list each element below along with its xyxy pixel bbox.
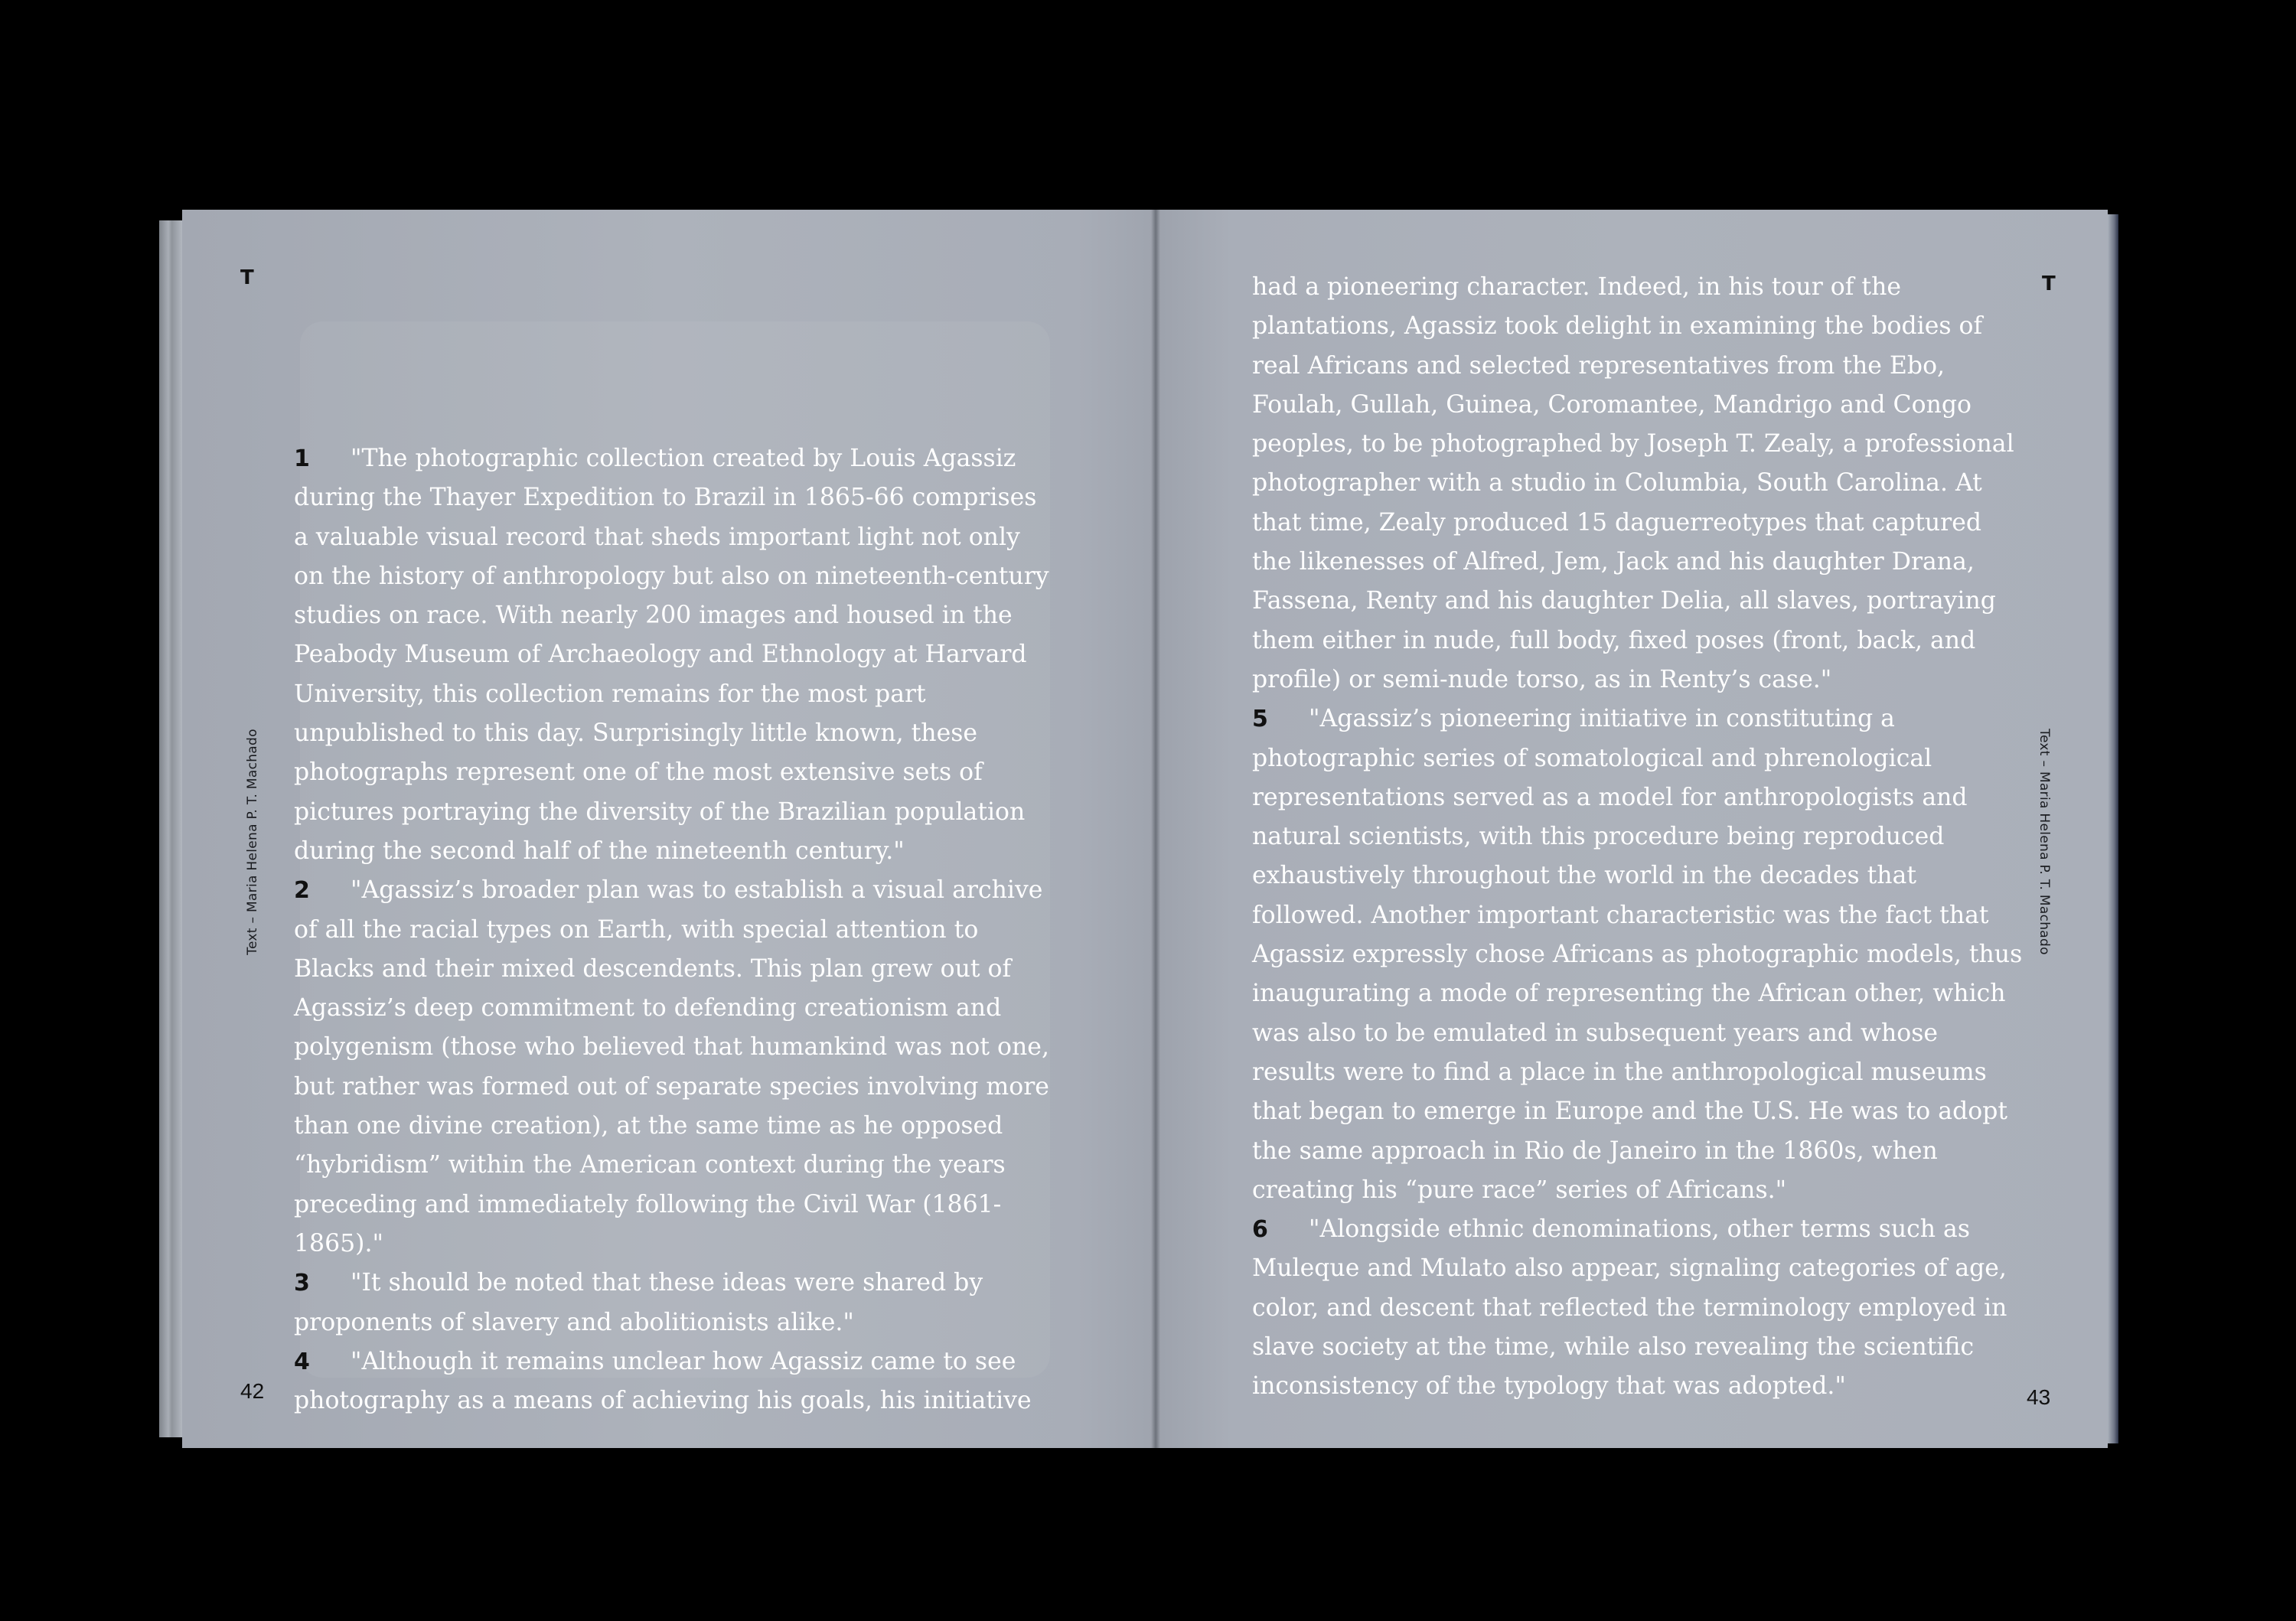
left-running-head: Text – Maria Helena P. T. Machado <box>245 729 260 955</box>
note-text: "Agassiz’s broader plan was to establish a visual archive of all the racial types on Earth, with special attention to Blacks and their mixed descendents. This plan grew out of Agassiz’s deep commitment to defending creationism and polygenism (those who believed that humankind was not one, but rather was formed out of separate species involving more than one divine creation), at the same time as he opposed “hybridism” within the American context during the years preceding and immediately following the Civil War (1861-1865)." <box>294 876 1049 1257</box>
note-paragraph <box>294 871 1052 1264</box>
note-paragraph <box>294 1342 1052 1421</box>
note-number: 4 <box>294 1348 310 1375</box>
note-number: 6 <box>1252 1216 1268 1244</box>
left-page-marker: T <box>240 266 254 289</box>
page-edges-left <box>159 220 182 1437</box>
note-number: 2 <box>294 877 310 905</box>
note-text: "It should be noted that these ideas were shared by proponents of slavery and abolitionists alike." <box>294 1269 983 1336</box>
note-number: 3 <box>294 1270 310 1297</box>
right-running-head: Text – Maria Helena P. T. Machado <box>2037 729 2052 955</box>
note-text: "Alongside ethnic denominations, other terms such as Muleque and Mulato also appear, signaling categories of age, color, and descent that reflected the terminology employed in slave society at the time, while also revealing the scientific inconsistency of the typology that was adopted." <box>1252 1215 2007 1401</box>
note-paragraph <box>294 1264 1052 1342</box>
right-body-text <box>1252 268 2025 1407</box>
left-body-text <box>294 439 1052 1420</box>
left-page-number: 42 <box>240 1379 265 1403</box>
page-edges-right <box>2108 214 2118 1443</box>
note-paragraph <box>1252 700 2025 1210</box>
continued-paragraph: had a pioneering character. Indeed, in his tour of the plantations, Agassiz took delight in examining the bodies of real Africans and selected representatives from the Ebo, Foulah, Gullah, Guinea, Coromantee, Mandrigo and Congo peoples, to be photographed by Joseph T. Zealy, a professional photographer with a studio in Columbia, South Carolina. At that time, Zealy produced 15 daguerreotypes that captured the likenesses of Alfred, Jem, Jack and his daughter Drana, Fassena, Renty and his daughter Delia, all slaves, portraying them either in nude, full body, fixed poses (front, back, and profile) or semi-nude torso, as in Renty’s case." <box>1252 273 2014 693</box>
right-page-marker: T <box>2042 272 2056 295</box>
note-text: "Although it remains unclear how Agassiz came to see photography as a means of achieving his goals, his initiative <box>294 1347 1032 1415</box>
note-paragraph <box>294 439 1052 871</box>
note-text: "The photographic collection created by Louis Agassiz during the Thayer Expedition to Brazil in 1865-66 comprises a valuable visual record that sheds important light not only on the history of anthropology but also on nineteenth-century studies on race. With nearly 200 images and housed in the Peabody Museum of Archaeology and Ethnology at Harvard University, this collection remains for the most part unpublished to this day. Surprisingly little known, these photographs represent one of the most extensive sets of pictures portraying the diversity of the Brazilian population during the second half of the nineteenth century." <box>294 445 1049 865</box>
right-page-number: 43 <box>2027 1385 2051 1409</box>
note-number: 5 <box>1252 706 1268 733</box>
note-number: 1 <box>294 445 310 472</box>
book-gutter <box>1151 210 1160 1448</box>
note-text: "Agassiz’s pioneering initiative in constituting a photographic series of somatological and phrenological representations served as a model for anthropologists and natural scientists, with this procedure being reproduced exhaustively throughout the world in the decades that followed. Another important characteristic was the fact that Agassiz expressly chose Africans as photographic models, thus inaugurating a mode of representing the African other, which was also to be emulated in subsequent years and whose results were to find a place in the anthropological museums that began to emerge in Europe and the U.S. He was to adopt the same approach in Rio de Janeiro in the 1860s, when creating his “pure race” series of Africans." <box>1252 705 2023 1204</box>
note-paragraph <box>1252 1210 2025 1406</box>
